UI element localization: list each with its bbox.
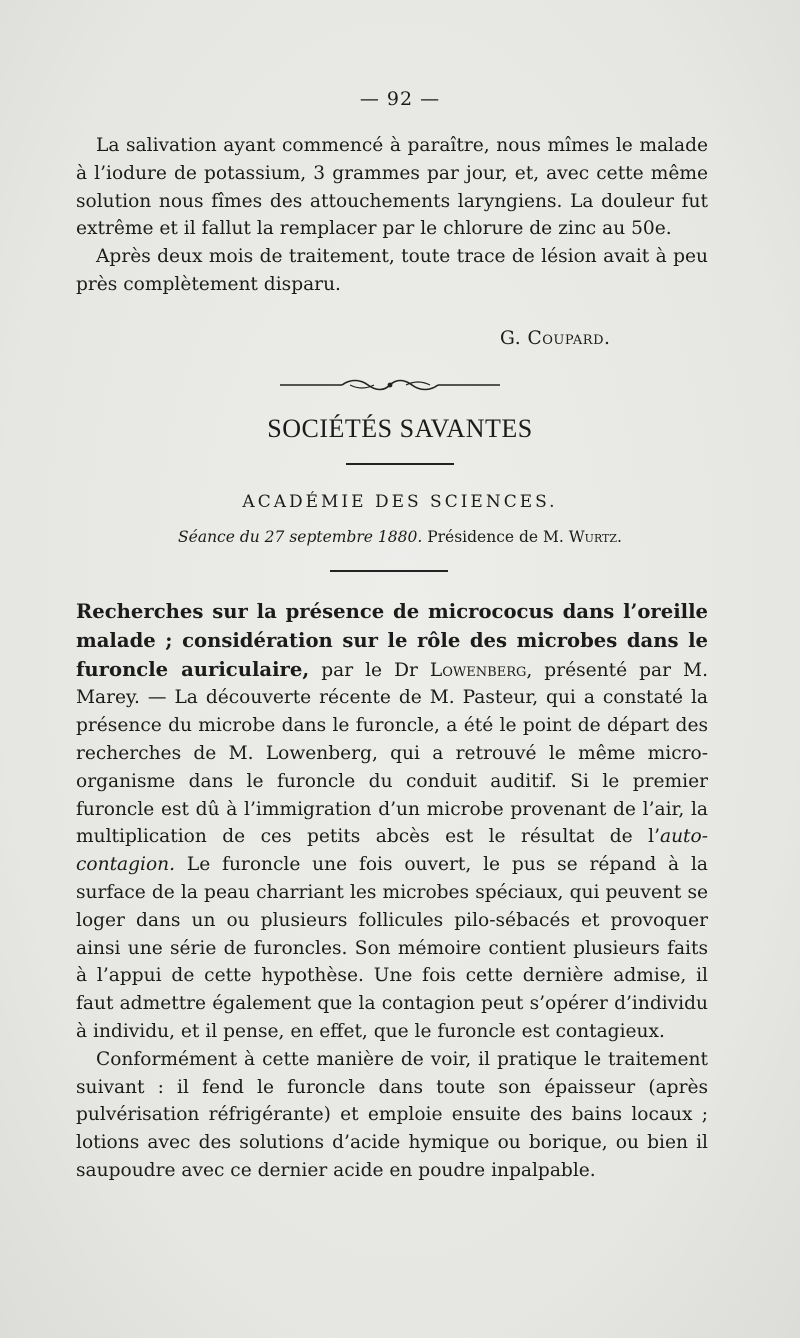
intro-paragraph-2: Après deux mois de traitement, toute trace de lésion avait à peu près complètement disparu.: [76, 246, 708, 295]
rule-under-title: [346, 463, 454, 465]
article-title: Recherches sur la présence de micrococus dans l’oreille malade ; considération sur le rôle des microbes dans le furoncle auriculaire,: [76, 600, 708, 681]
signature: [500, 328, 610, 349]
signature-initial: G.: [500, 328, 528, 349]
article-paragraph-2: Conformément à cette manière de voir, il pratique le traitement suivant : il fend le furoncle dans toute son épaisseur (après pulvérisation réfrigérante) et emploie ensuite des bains locaux ; lotions avec des solutions d’acide hymique ou borique, ou bien il saupoudre avec ce dernier acide en poudre inpalpable.: [76, 1048, 708, 1181]
session-presidence: Présidence de M.: [422, 528, 569, 546]
intro-paragraph-1: La salivation ayant commencé à paraître, nous mîmes le malade à l’iodure de potassium, 3 grammes par jour, et, avec cette même solution nous fîmes des attouchements laryngiens. La douleur fut extrême et il fallut la remplacer par le chlorure de zinc au 50e.: [76, 135, 708, 240]
article-by: par le Dr: [309, 659, 430, 681]
article-paragraph-1: [76, 598, 708, 1046]
article-text: [76, 598, 708, 1185]
article-body-1: présenté par M. Marey. — La découverte récente de M. Pasteur, qui a constaté la présence du microbe dans le furoncle, a été le point de départ des recherches de M. Lowenberg, qui a retrouvé le même micro-organisme dans le furoncle du conduit auditif. Si le premier furoncle est dû à l’immigration d’un microbe provenant de l’air, la multiplication de ces petits abcès est le résultat de l’: [76, 659, 708, 848]
session-president: Wurtz.: [568, 528, 622, 546]
session-date: Séance du 27 septembre 1880.: [178, 528, 423, 546]
section-title: SOCIÉTÉS SAVANTES: [267, 414, 533, 443]
signature-name: Coupard.: [527, 328, 611, 349]
rule-under-session: [330, 570, 448, 572]
page-number: — 92 —: [359, 88, 441, 110]
academy-heading: ACADÉMIE DES SCIENCES.: [242, 492, 558, 512]
article-body-italic: auto-contagion.: [76, 826, 708, 876]
article-body-2: Le furoncle une fois ouvert, le pus se répand à la surface de la peau charriant les microbes spéciaux, qui peuvent se loger dans un ou plusieurs follicules pilo-sébacés et provoquer ainsi une série de furoncles. Son mémoire contient plusieurs faits à l’appui de cette hypothèse. Une fois cette dernière admise, il faut admettre également que la contagion peut s’opérer d’individu à individu, et il pense, en effet, que le furoncle est contagieux.: [76, 854, 708, 1042]
ornament-divider: [280, 376, 500, 394]
intro-text: [76, 132, 708, 299]
session-line: [0, 528, 800, 546]
article-author: Lowenberg,: [429, 659, 533, 681]
